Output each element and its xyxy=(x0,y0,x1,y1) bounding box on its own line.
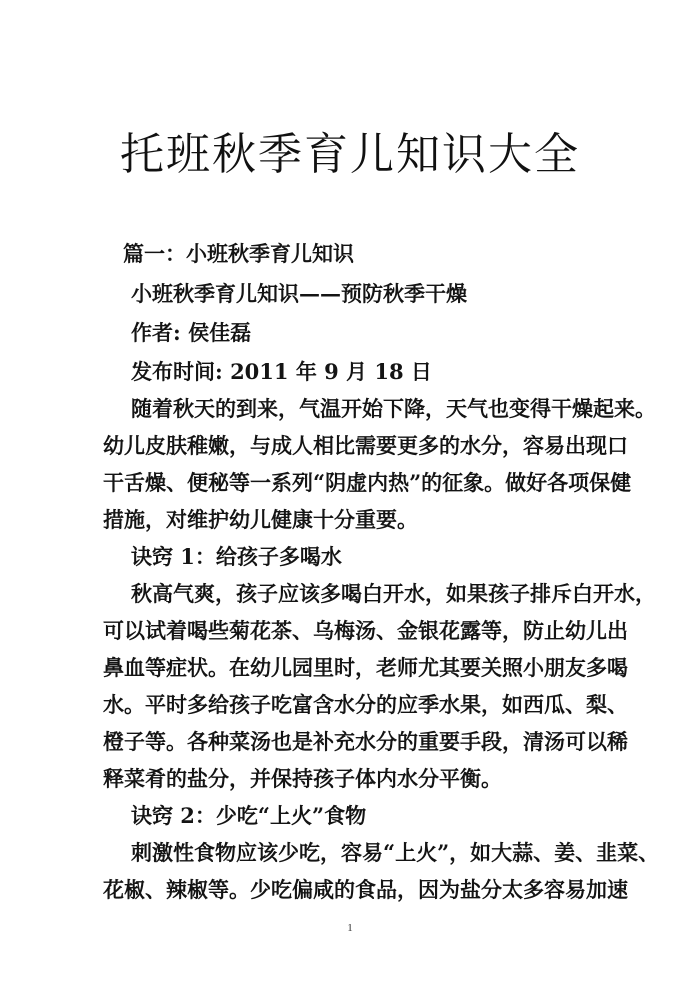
paragraph-line: 鼻血等症状。在幼儿园里时，老师尤其要关照小朋友多喝 xyxy=(103,655,628,680)
article-subtitle: 小班秋季育儿知识——预防秋季干燥 xyxy=(131,281,467,306)
publish-date-line: 发布时间: 2011 年 9 月 18 日 xyxy=(131,359,432,384)
document-title: 托班秋季育儿知识大全 xyxy=(120,129,580,180)
paragraph-line: 橙子等。各种菜汤也是补充水分的重要手段，清汤可以稀 xyxy=(103,729,628,754)
paragraph-line: 刺激性食物应该少吃，容易“上火”，如大蒜、姜、韭菜、 xyxy=(131,840,660,865)
paragraph-line: 幼儿皮肤稚嫩，与成人相比需要更多的水分，容易出现口 xyxy=(103,433,628,458)
page-number: 1 xyxy=(347,922,353,934)
paragraph-line: 秋高气爽，孩子应该多喝白开水，如果孩子排斥白开水， xyxy=(131,581,656,606)
tip-heading: 诀窍 2：少吃“上火”食物 xyxy=(131,803,367,828)
paragraph-line: 释菜肴的盐分，并保持孩子体内水分平衡。 xyxy=(103,766,502,791)
section-heading: 篇一：小班秋季育儿知识 xyxy=(123,241,354,266)
paragraph-line: 可以试着喝些菊花茶、乌梅汤、金银花露等，防止幼儿出 xyxy=(103,618,628,643)
tip-heading: 诀窍 1：给孩子多喝水 xyxy=(131,544,342,569)
paragraph-line: 随着秋天的到来，气温开始下降，天气也变得干燥起来。 xyxy=(131,396,656,421)
paragraph-line: 水。平时多给孩子吃富含水分的应季水果，如西瓜、梨、 xyxy=(103,692,628,717)
author-line: 作者: 侯佳磊 xyxy=(131,320,252,345)
paragraph-line: 花椒、辣椒等。少吃偏咸的食品，因为盐分太多容易加速 xyxy=(103,877,628,902)
paragraph-line: 干舌燥、便秘等一系列“阴虚内热”的征象。做好各项保健 xyxy=(103,470,632,495)
paragraph-line: 措施，对维护幼儿健康十分重要。 xyxy=(103,507,418,532)
